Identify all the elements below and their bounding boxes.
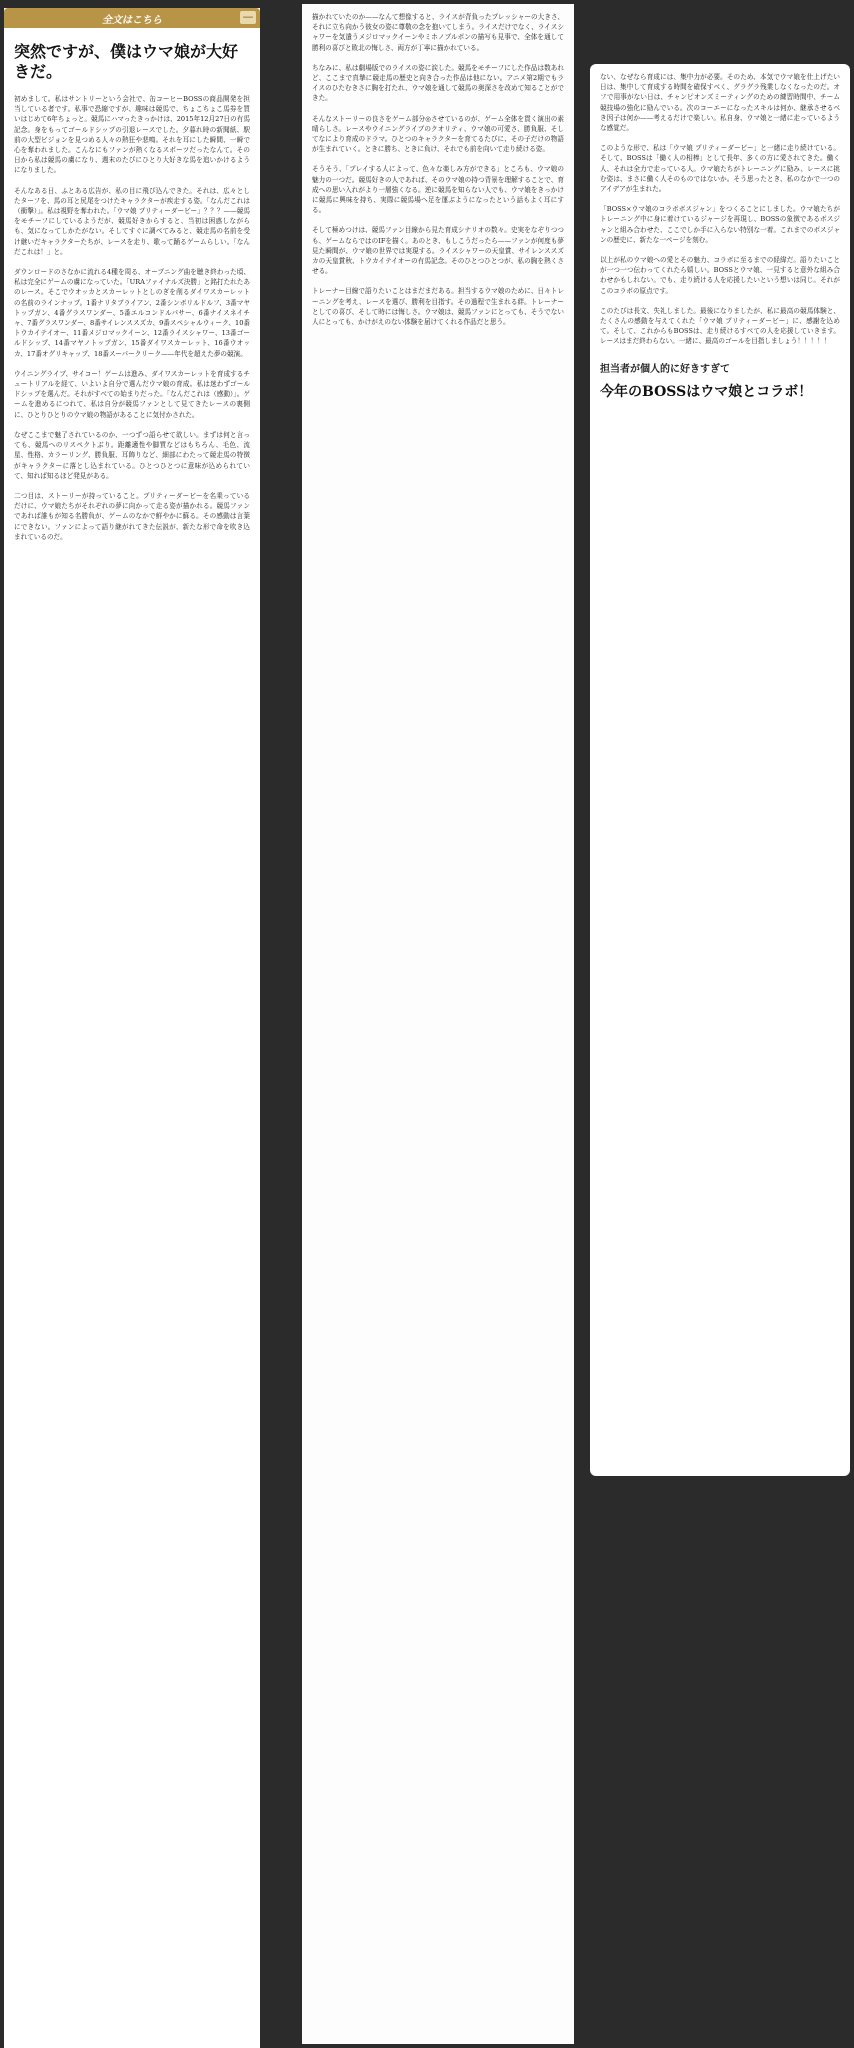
paragraph: なぜここまで魅了されているのか、一つずつ語らせて欲しい。まずは何と言っても、競馬へのリスペクトぶり。距離適性や脚質などはもちろん、毛色、流星、性格、カラーリング、勝負服、耳飾りなど、細部にわたって競走馬の特徴がキャラクターに落とし込まれている。ひとつひとつに意味が込められていて、知れば知るほど発見がある。	[14, 430, 250, 480]
closing-headline: 今年のBOSSはウマ娘とコラボ！	[600, 383, 813, 400]
paragraph: このたびは長文、失礼しました。最後になりましたが、私に最高の競馬体験と、たくさんの感動を与えてくれた「ウマ娘 プリティーダービー」に、感謝を込めて。そして、これからもBOSSは、走り続けるすべての人を応援していきます。レースはまだ終わらない。一緒に、最高のゴールを目指しましょう！！！！！	[600, 306, 840, 346]
paragraph: そんなストーリーの良さをゲーム部分◎させているのが、ゲーム全体を貫く演出の素晴らしさ。レースやウイニングライブのクオリティ、ウマ娘の可愛さ、勝負服、そしてなにより育成のドラマ。ひとつのキャラクターを育てるたびに、その子だけの物語が生まれていく。ときに勝ち、ときに負け、それでも前を向いて走り続ける姿。	[312, 114, 564, 154]
paragraph: そんなある日、ふとある広告が、私の目に飛び込んできた。それは、広々としたターフを、馬の耳と尻尾をつけたキャラクターが疾走する姿。「なんだこれは（衝撃）」。私は視野を奪われた。「ウマ娘 プリティーダービー」？？？——競馬をモチーフにしているようだが、競馬好きからすると、当初は困惑しながらも、気になってしかたがない。そしてすぐに調べてみると、競走馬の名前を受け継いだキャラクターたちが、レースを走り、歌って踊るゲームらしい。「なんだこれは！」と。	[14, 186, 250, 256]
article-lead: 突然ですが、僕はウマ娘が大好きだ。	[14, 42, 239, 81]
article-body-3	[590, 64, 850, 409]
paragraph: 二つ目は、ストーリーが持っていること。プリティーダービーを名乗っているだけに、ウマ娘たちがそれぞれの夢に向かって走る姿が描かれる。競馬ファンであれば誰もが知る名勝負が、ゲームのなかで鮮やかに蘇る。その感動は言葉にできない。ファンによって語り継がれてきた伝説が、新たな形で命を吹き込まれているのだ。	[14, 491, 250, 541]
article-column-3	[590, 64, 850, 1476]
paragraph: そして極めつけは、競馬ファン目線から見た育成シナリオの数々。史実をなぞりつつも、ゲームならではのIFを描く。あのとき、もしこうだったら——ファンが何度も夢見た瞬間が、ウマ娘の世界では実現する。ライスシャワーの天皇賞、サイレンススズカの天皇賞秋、トウカイテイオーの有馬記念。そのひとつひとつが、私の胸を熱くさせる。	[312, 226, 564, 276]
collapse-toggle-icon[interactable]: —	[240, 11, 256, 24]
article-column-1	[4, 8, 260, 2048]
article-column-2	[302, 4, 574, 2044]
paragraph: そうそう、「プレイする人によって、色々な楽しみ方ができる」ところも、ウマ娘の魅力の一つだ。競馬好きの人であれば、そのウマ娘の持つ背景を理解することで、育成への思い入れがより一層強くなる。逆に競馬を知らない人でも、ウマ娘をきっかけに競馬に興味を持ち、実際に競馬場へ足を運ぶようになったという話もよく耳にする。	[312, 165, 564, 215]
paragraph: ウイニングライブ、サイコー！ゲームは進み、ダイワスカーレットを育成するチュートリアルを経て、いよいよ自分で選んだウマ娘の育成。私は迷わずゴールドシップを選んだ。それがすべての始まりだった。「なんだこれは（感動）」。ゲームを進めるにつれて、私は自分が競馬ファンとして見てきたレースの裏側に、ひとりひとりのウマ娘の物語があることに気付かされた。	[14, 369, 250, 419]
full-text-header[interactable]	[4, 8, 260, 28]
paragraph: 「BOSS×ウマ娘のコラボボスジャン」をつくることにしました。ウマ娘たちがトレーニング中に身に着けているジャージを再現し、BOSSの象徴であるボスジャンと組み合わせた、ここでしか手に入らない特別な一着。これまでのボスジャンの歴史に、新たな一ページを刻む。	[600, 205, 840, 244]
paragraph: 以上が私のウマ娘への愛とその魅力、コラボに至るまでの経緯だ。語りたいことが一つ一つ伝わってくれたら嬉しい。BOSSとウマ娘、一見すると意外な組み合わせかもしれない。でも、走り続ける人を応援したいという想いは同じ。それがこのコラボの原点です。	[600, 256, 840, 295]
paragraph: 初めまして。私はサントリーという会社で、缶コーヒーBOSSの商品開発を担当している者です。私事で恐縮ですが、趣味は競馬で、ちょこちょこ馬券を買いはじめて6年ちょっと。競馬にハマったきっかけは、2015年12月27日の有馬記念。身をもってゴールドシップの引退レースでした。夕暮れ時の新聞紙、駅前の大型ビジョンを見つめる人々の熱狂や悲鳴。それを耳にした瞬間、一瞬で心を奪われました。こんなにもファンが熱くなるスポーツだったなんて。その日から私は競馬の虜になり、週末のたびにひとり大好きな馬を追いかけるようになりました。	[14, 95, 250, 175]
paragraph: トレーナー目線で語りたいことはまだまだある。担当するウマ娘のために、日々トレーニングを考え、レースを選び、勝利を目指す。その過程で生まれる絆。トレーナーとしての喜び、そして時には悔しさ。ウマ娘は、競馬ファンにとっても、そうでない人にとっても、かけがえのない体験を届けてくれる作品だと思う。	[312, 287, 564, 327]
paragraph: 描かれていたのか——なんて想像すると、ライスが背負ったプレッシャーの大きさ、それに立ち向かう彼女の姿に尊敬の念を抱いてしまう。ライスだけでなく、ライスシャワーを気遣うメジロマックイーンやミホノブルボンの描写も見事で、全体を通して勝利の喜びと敗北の悔しさ、両方が丁寧に描かれている。	[312, 13, 564, 52]
full-text-label: 全文はこちら	[102, 14, 162, 26]
closing-note: 担当者が個人的に好きすぎて	[600, 363, 730, 375]
article-body-1	[4, 28, 260, 560]
article-body-2	[302, 4, 574, 345]
paragraph: ちなみに、私は劇場版でのライスの姿に涙した。競馬をモチーフにした作品は数あれど、ここまで真摯に競走馬の歴史と向き合った作品は他にない。アニメ第2期でもライスのひたむきさに胸を打たれ、ウマ娘を通して競馬の奥深さを改めて知ることができた。	[312, 63, 564, 103]
paragraph: ダウンロードのさなかに流れる4種を周る、オープニング曲を聴き終わった頃、私は完全にゲームの虜になっていた。「URAファイナルズ決勝」と銘打たれたあのレース。そこでウオッカとスカーレットとしのぎを削るダイワスカーレットの名前のラインナップ。1番ナリタブライアン、2番シンボリルドルフ、3番マヤトップガン、4番グラスワンダー、5番エルコンドルパサー、6番ナイスネイチャ、7番グラスワンダー、8番サイレンススズカ、9番スペシャルウィーク、10番トウカイテイオー、11番メジロマックイーン、12番ライスシャワー、13番ゴールドシップ、14番マヤノトップガン、15番ダイワスカーレット、16番ウオッカ、17番オグリキャップ、18番スーパークリーク——年代を超えた夢の競演。	[14, 268, 250, 358]
paragraph: ない、なぜなら育成には、集中力が必要。そのため、本気でウマ娘を仕上げたい日は、集中して育成する時間を確保すべく、グラグラ残業しなくなったのだ。オフで用事がない日は、チャンピオンズミーティングのための練習時間中、チーム競技場の強化に励んでいる。次のコーエーになったスキルは何か、継承させるべき因子は何か——考えるだけで楽しい。私自身、ウマ娘と一緒に走っているような感覚だ。	[600, 73, 840, 133]
paragraph: このような形で、私は「ウマ娘 プリティーダービー」と一緒に走り続けている。そして、BOSSは「働く人の相棒」として長年、多くの方に愛されてきた。働く人、それは全力で走っている人。ウマ娘たちがトレーニングに励み、レースに挑む姿は、まさに働く人そのものではないか。そう思ったとき、私のなかで一つのアイデアが生まれた。	[600, 144, 840, 194]
